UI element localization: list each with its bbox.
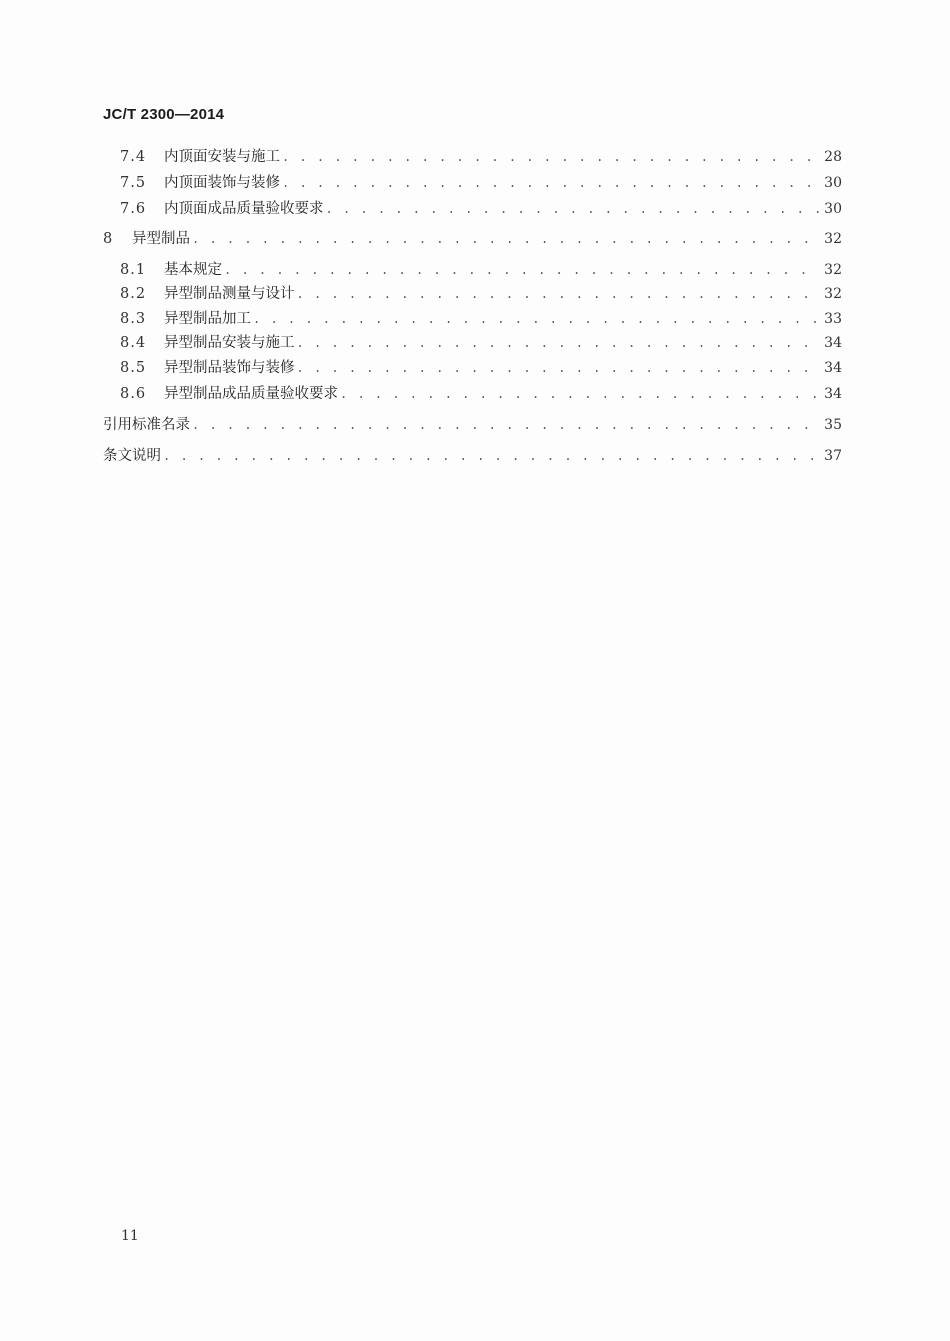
toc-entry-8-6[interactable] bbox=[120, 384, 842, 404]
toc-entry-8-3[interactable] bbox=[120, 309, 842, 329]
toc-entry-page: 30 bbox=[824, 175, 842, 191]
toc-entry-title: 异型制品加工 bbox=[164, 311, 251, 327]
toc-entry-title: 异型制品测量与设计 bbox=[164, 286, 295, 302]
toc-entry-title: 异型制品成品质量验收要求 bbox=[164, 386, 338, 402]
toc-entry-number: 8.2 bbox=[120, 286, 147, 302]
toc-entry-7-6[interactable] bbox=[120, 199, 842, 219]
toc-entry-page: 34 bbox=[824, 386, 842, 402]
toc-entry-8-2[interactable] bbox=[120, 284, 842, 304]
toc-dot-leader bbox=[282, 147, 820, 167]
toc-entry-title: 内顶面装饰与装修 bbox=[164, 175, 280, 191]
toc-entry-page: 32 bbox=[824, 262, 842, 278]
document-id-header: JC/T 2300—2014 bbox=[103, 106, 225, 123]
toc-entry-number: 8.6 bbox=[120, 386, 147, 402]
toc-dot-leader bbox=[253, 309, 820, 329]
toc-entry-clause-explanation[interactable] bbox=[103, 446, 842, 466]
toc-dot-leader bbox=[282, 173, 820, 193]
toc-entry-page: 35 bbox=[824, 417, 842, 433]
toc-entry-number: 7.6 bbox=[120, 201, 147, 217]
toc-entry-page: 37 bbox=[824, 448, 842, 464]
toc-entry-page: 32 bbox=[824, 231, 842, 247]
toc-entry-page: 32 bbox=[824, 286, 842, 302]
toc-entry-7-5[interactable] bbox=[120, 173, 842, 193]
toc-entry-page: 34 bbox=[824, 360, 842, 376]
toc-entry-number: 7.5 bbox=[120, 175, 147, 191]
toc-entry-number: 8 bbox=[103, 231, 114, 247]
toc-entry-title: 内顶面安装与施工 bbox=[164, 149, 280, 165]
toc-dot-leader bbox=[326, 199, 821, 219]
toc-dot-leader bbox=[340, 384, 820, 404]
toc-entry-number: 8.4 bbox=[120, 335, 147, 351]
page-number: 11 bbox=[121, 1228, 139, 1244]
toc-dot-leader bbox=[297, 358, 821, 378]
toc-entry-number: 7.4 bbox=[120, 149, 147, 165]
toc-entry-page: 34 bbox=[824, 335, 842, 351]
toc-entry-8-4[interactable] bbox=[120, 333, 842, 353]
toc-entry-number: 8.3 bbox=[120, 311, 147, 327]
toc-dot-leader bbox=[192, 229, 820, 249]
toc-entry-title: 条文说明 bbox=[103, 448, 161, 464]
toc-entry-referenced-standards[interactable] bbox=[103, 415, 842, 435]
toc-entry-title: 异型制品安装与施工 bbox=[164, 335, 295, 351]
toc-entry-number: 8.5 bbox=[120, 360, 147, 376]
toc-entry-number: 8.1 bbox=[120, 262, 147, 278]
toc-entry-8-5[interactable] bbox=[120, 358, 842, 378]
toc-entry-page: 28 bbox=[824, 149, 842, 165]
toc-entry-title: 异型制品装饰与装修 bbox=[164, 360, 295, 376]
toc-entry-title: 异型制品 bbox=[132, 231, 190, 247]
toc-entry-page: 33 bbox=[824, 311, 842, 327]
toc-entry-page: 30 bbox=[824, 201, 842, 217]
toc-entry-title: 基本规定 bbox=[164, 262, 222, 278]
toc-entry-7-4[interactable] bbox=[120, 147, 842, 167]
toc-entry-8-1[interactable] bbox=[120, 260, 842, 280]
toc-dot-leader bbox=[297, 333, 821, 353]
toc-dot-leader bbox=[192, 415, 820, 435]
toc-entry-8[interactable] bbox=[103, 229, 842, 249]
toc-dot-leader bbox=[163, 446, 820, 466]
toc-entry-title: 引用标准名录 bbox=[103, 417, 190, 433]
toc-dot-leader bbox=[224, 260, 820, 280]
toc-dot-leader bbox=[297, 284, 821, 304]
toc-entry-title: 内顶面成品质量验收要求 bbox=[164, 201, 324, 217]
